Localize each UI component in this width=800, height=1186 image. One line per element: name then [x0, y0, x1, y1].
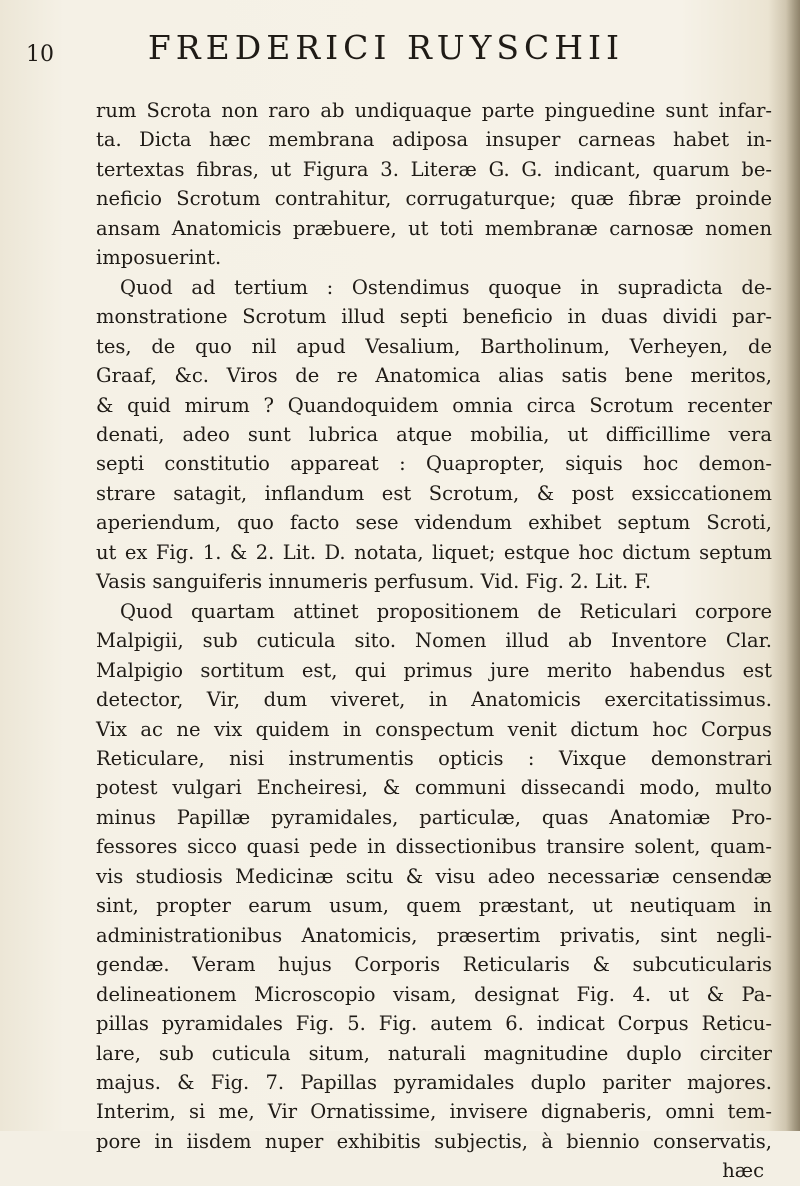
text-line: Malpigio sortitum est, qui primus jure merito habendus est	[96, 658, 772, 682]
text-line: strare satagit, inflandum est Scrotum, & post exsiccationem	[96, 481, 772, 505]
text-line: neficio Scrotum contrahitur, corrugaturque; quæ fibræ proinde	[96, 187, 772, 211]
text-line: Vix ac ne vix quidem in conspectum venit dictum hoc Corpus	[96, 717, 772, 741]
text-line: fessores sicco quasi pede in dissectionibus transire solent, quam-	[96, 835, 772, 859]
text-line: denati, adeo sunt lubrica atque mobilia, ut difficillime vera	[96, 422, 772, 446]
text-line: lare, sub cuticula situm, naturali magnitudine duplo circiter	[96, 1041, 772, 1065]
text-line: ta. Dicta hæc membrana adiposa insuper carneas habet in-	[96, 128, 772, 152]
text-line: vis studiosis Medicinæ scitu & visu adeo necessariæ censendæ	[96, 864, 772, 888]
text-line: Interim, si me, Vir Ornatissime, invisere dignaberis, omni tem-	[96, 1100, 772, 1124]
text-line: pore in iisdem nuper exhibitis subjectis, à biennio conservatis,	[96, 1129, 772, 1153]
body-text	[96, 96, 772, 1186]
page-number: 10	[26, 42, 54, 67]
text-line: minus Papillæ pyramidales, particulæ, quas Anatomiæ Pro-	[96, 805, 772, 829]
page-header	[26, 20, 766, 72]
text-line: monstratione Scrotum illud septi beneficio in duas dividi par-	[96, 305, 772, 329]
text-line: gendæ. Veram hujus Corporis Reticularis & subcuticularis	[96, 953, 772, 977]
text-line: tes, de quo nil apud Vesalium, Bartholinum, Verheyen, de	[96, 334, 772, 358]
text-line: Graaf, &c. Viros de re Anatomica alias satis bene meritos,	[96, 364, 772, 388]
text-line: majus. & Fig. 7. Papillas pyramidales duplo pariter majores.	[96, 1070, 772, 1094]
text-line: Vasis sanguiferis innumeris perfusum. Vid. Fig. 2. Lit. F.	[96, 570, 652, 594]
text-line: aperiendum, quo facto sese videndum exhibet septum Scroti,	[96, 511, 772, 535]
text-line: potest vulgari Encheiresi, & communi dissecandi modo, multo	[96, 776, 772, 800]
text-line: septi constitutio appareat : Quapropter, siquis hoc demon-	[96, 452, 772, 476]
text-line: rum Scrota non raro ab undiquaque parte pinguedine sunt infar-	[96, 99, 772, 122]
text-line: delineationem Microscopio visam, designat Fig. 4. ut & Pa-	[96, 982, 772, 1006]
text-line: pillas pyramidales Fig. 5. Fig. autem 6. indicat Corpus Reticu-	[96, 1012, 772, 1036]
text-line: Malpigii, sub cuticula sito. Nomen illud ab Inventore Clar.	[96, 629, 772, 653]
page-edge-shadow	[786, 0, 800, 1131]
running-head: FREDERICI RUYSCHII	[147, 28, 625, 67]
text-line: administrationibus Anatomicis, præsertim privatis, sint negli-	[96, 923, 772, 947]
text-line: ansam Anatomicis præbuere, ut toti membranæ carnosæ nomen	[96, 216, 772, 240]
text-line: imposuerint.	[96, 246, 222, 270]
text-line: sint, propter earum usum, quem præstant, ut neutiquam in	[96, 894, 772, 918]
text-line: ut ex Fig. 1. & 2. Lit. D. notata, liquet; estque hoc dictum septum	[96, 540, 772, 564]
text-line: detector, Vir, dum viveret, in Anatomicis exercitatissimus.	[96, 688, 772, 712]
text-line: Quod quartam attinet propositionem de Reticulari corpore	[120, 599, 772, 623]
text-line: tertextas fibras, ut Figura 3. Literæ G. G. indicant, quarum be-	[96, 157, 772, 181]
text-line: & quid mirum ? Quandoquidem omnia circa Scrotum recenter	[96, 393, 772, 417]
text-line: Reticulare, nisi instrumentis opticis : Vixque demonstrari	[96, 746, 772, 770]
catchword: hæc	[722, 1159, 764, 1183]
text-line: Quod ad tertium : Ostendimus quoque in supradicta de-	[120, 275, 772, 299]
